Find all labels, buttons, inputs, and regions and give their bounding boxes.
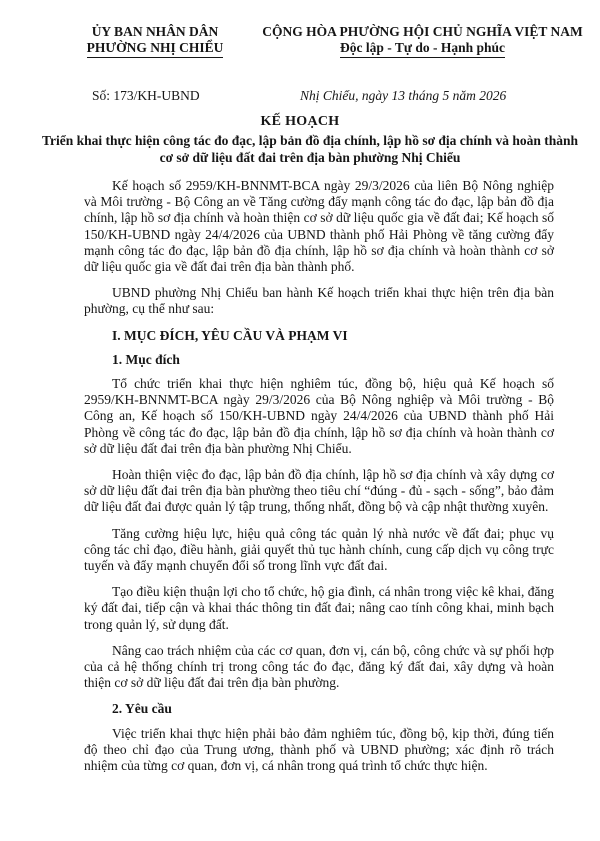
authority-line-2: PHƯỜNG NHỊ CHIỂU — [87, 40, 224, 58]
document-number: Số: 173/KH-UBND — [92, 88, 200, 103]
purpose-paragraph-2: Hoàn thiện việc đo đạc, lập bản đồ địa chính, lập hồ sơ địa chính và xây dựng cơ sở dữ liệu đất đai trên địa bàn phường theo tiêu chí “đúng - đủ - sạch - sống”, bảo đảm dữ liệu đất đai được quản lý tập trung, thống nhất, đồng bộ và cập nhật thường xuyên. — [84, 467, 554, 515]
national-motto — [250, 24, 595, 58]
intro-paragraph-2: UBND phường Nhị Chiểu ban hành Kế hoạch triển khai thực hiện trên địa bàn phường, cụ thể như sau: — [84, 285, 554, 317]
document-body — [84, 178, 554, 784]
purpose-paragraph-1: Tổ chức triển khai thực hiện nghiêm túc, đồng bộ, hiệu quả Kế hoạch số 2959/KH-BNNMT-BCA ngày 29/3/2026 của Bộ Nông nghiệp và Môi trường - Bộ Công an, Kế hoạch số 150/KH-UBND ngày 24/4/2026 của UBND thành phố Hải Phòng về công tác đo đạc, lập bản đồ địa chính, lập hồ sơ địa chính và hoàn thành cơ sở dữ liệu đất đai trên địa bàn phường Nhị Chiểu. — [84, 376, 554, 456]
subsection-2-heading: 2. Yêu cầu — [112, 701, 172, 717]
section-1-heading: I. MỤC ĐÍCH, YÊU CẦU VÀ PHẠM VI — [112, 327, 348, 343]
issuing-authority — [60, 24, 250, 58]
nation-line-1: CỘNG HÒA PHƯỜNG HỘI CHỦ NGHĨA VIỆT NAM — [262, 24, 583, 39]
document-date: Nhị Chiểu, ngày 13 tháng 5 năm 2026 — [300, 88, 507, 103]
purpose-paragraph-4: Tạo điều kiện thuận lợi cho tổ chức, hộ gia đình, cá nhân trong việc kê khai, đăng ký đất đai, tiếp cận và khai thác thông tin đất đai; nâng cao tính công khai, minh bạch trong quản lý, sử dụng đất. — [84, 584, 554, 632]
purpose-paragraph-5: Nâng cao trách nhiệm của các cơ quan, đơn vị, cán bộ, công chức và sự phối hợp của cả hệ thống chính trị trong công tác đo đạc, đăng ký đất đai, xây dựng và hoàn thiện cơ sở dữ liệu đất đai trên địa bàn phường. — [84, 642, 554, 691]
document-subtitle: Triển khai thực hiện công tác đo đạc, lập bản đồ địa chính, lập hồ sơ địa chính và hoàn thành cơ sở dữ liệu đất đai trên địa bàn phường Nhị Chiểu — [42, 133, 578, 165]
nation-line-2: Độc lập - Tự do - Hạnh phúc — [340, 40, 505, 58]
subsection-1-heading: 1. Mục đích — [112, 351, 180, 367]
authority-line-1: ỦY BAN NHÂN DÂN — [91, 24, 219, 39]
document-title: KẾ HOẠCH — [260, 114, 340, 129]
purpose-paragraph-3: Tăng cường hiệu lực, hiệu quả công tác quản lý nhà nước về đất đai; phục vụ công tác chỉ đạo, điều hành, giải quyết thủ tục hành chính, cung cấp dịch vụ công trực tuyến và đẩy mạnh chuyển đổi số trong lĩnh vực đất đai. — [84, 525, 554, 574]
requirement-paragraph-1: Việc triển khai thực hiện phải bảo đảm nghiêm túc, đồng bộ, kịp thời, đúng tiến độ theo chỉ đạo của Trung ương, thành phố và UBND phường; xác định rõ trách nhiệm của từng cơ quan, đơn vị, cá nhân trong quá trình tổ chức thực hiện. — [84, 725, 554, 774]
intro-paragraph-1: Kế hoạch số 2959/KH-BNNMT-BCA ngày 29/3/2026 của liên Bộ Nông nghiệp và Môi trường - Bộ Công an về Tăng cường đẩy mạnh công tác đo đạc, lập bản đồ địa chính, lập hồ sơ địa chính và hoàn thiện cơ sở dữ liệu quốc gia về đất đai; Kế hoạch số 150/KH-UBND ngày 24/4/2026 của UBND thành phố Hải Phòng về tăng cường đẩy mạnh công tác đo đạc, lập bản đồ địa chính, lập hồ sơ địa chính và hoàn thành cơ sở dữ liệu quốc gia về đất đai trên địa bàn thành phố. — [84, 178, 554, 275]
